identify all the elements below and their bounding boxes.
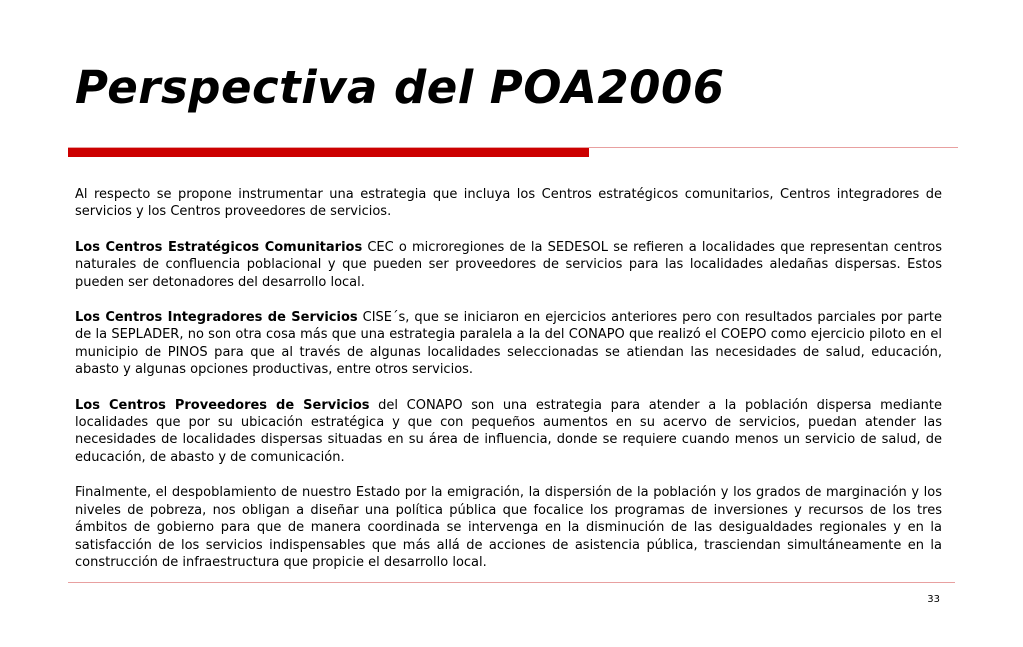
page-number: 33 bbox=[927, 594, 940, 605]
title-divider-accent-bar bbox=[68, 148, 589, 157]
paragraph-cise-lead: Los Centros Integradores de Servicios bbox=[75, 310, 358, 326]
paragraph-conclusion-text: Finalmente, el despoblamiento de nuestro Estado por la emigración, la dispersión de la población y los grados de marginación y los niveles de pobreza, nos obligan a diseñar una política pública que focalice los programas de inversiones y recursos de los tres ámbitos de gobierno para que de manera coordinada se intervenga en la disminución de las desigualdades regionales y en la satisfacción de los servicios indispensables que más allá de acciones de asistencia pública, trasciendan simultáneamente en la construcción de infraestructura que propicie el desarrollo local. bbox=[75, 485, 942, 570]
paragraph-proveedores bbox=[75, 397, 942, 467]
paragraph-cise-text: CISE´s, que se iniciaron en ejercicios anteriores pero con resultados parciales por parte de la SEPLADER, no son otra cosa más que una estrategia paralela a la del CONAPO que realizó el COEPO como ejercicio piloto en el municipio de PINOS para que al través de algunas localidades seleccionadas se atiendan las necesidades de salud, educación, abasto y algunas opciones productivas, entre otros servicios. bbox=[75, 310, 942, 378]
paragraph-cec bbox=[75, 239, 942, 291]
slide-title: Perspectiva del POA2006 bbox=[75, 61, 725, 114]
paragraph-conclusion bbox=[75, 484, 942, 571]
paragraph-cise bbox=[75, 309, 942, 379]
slide-body bbox=[75, 186, 942, 589]
paragraph-intro-text: Al respecto se propone instrumentar una estrategia que incluya los Centros estratégicos comunitarios, Centros integradores de servicios y los Centros proveedores de servicios. bbox=[75, 187, 942, 220]
footer-divider bbox=[68, 582, 955, 583]
paragraph-proveedores-text: del CONAPO son una estrategia para atender a la población dispersa mediante localidades que por su ubicación estratégica y que con pequeños aumentos en su acervo de servicios, puedan atender las necesidades de localidades dispersas situadas en su área de influencia, donde se requiere cuando menos un servicio de salud, de educación, de abasto y de comunicación. bbox=[75, 397, 943, 465]
paragraph-proveedores-lead: Los Centros Proveedores de Servicios bbox=[75, 397, 370, 413]
paragraph-cec-text: CEC o microregiones de la SEDESOL se refieren a localidades que representan centros naturales de confluencia poblacional y que pueden ser proveedores de servicios para las localidades aledañas dispersas. Estos pueden ser detonadores del desarrollo local. bbox=[75, 239, 942, 290]
paragraph-intro bbox=[75, 186, 942, 221]
paragraph-cec-lead: Los Centros Estratégicos Comunitarios bbox=[75, 239, 363, 255]
